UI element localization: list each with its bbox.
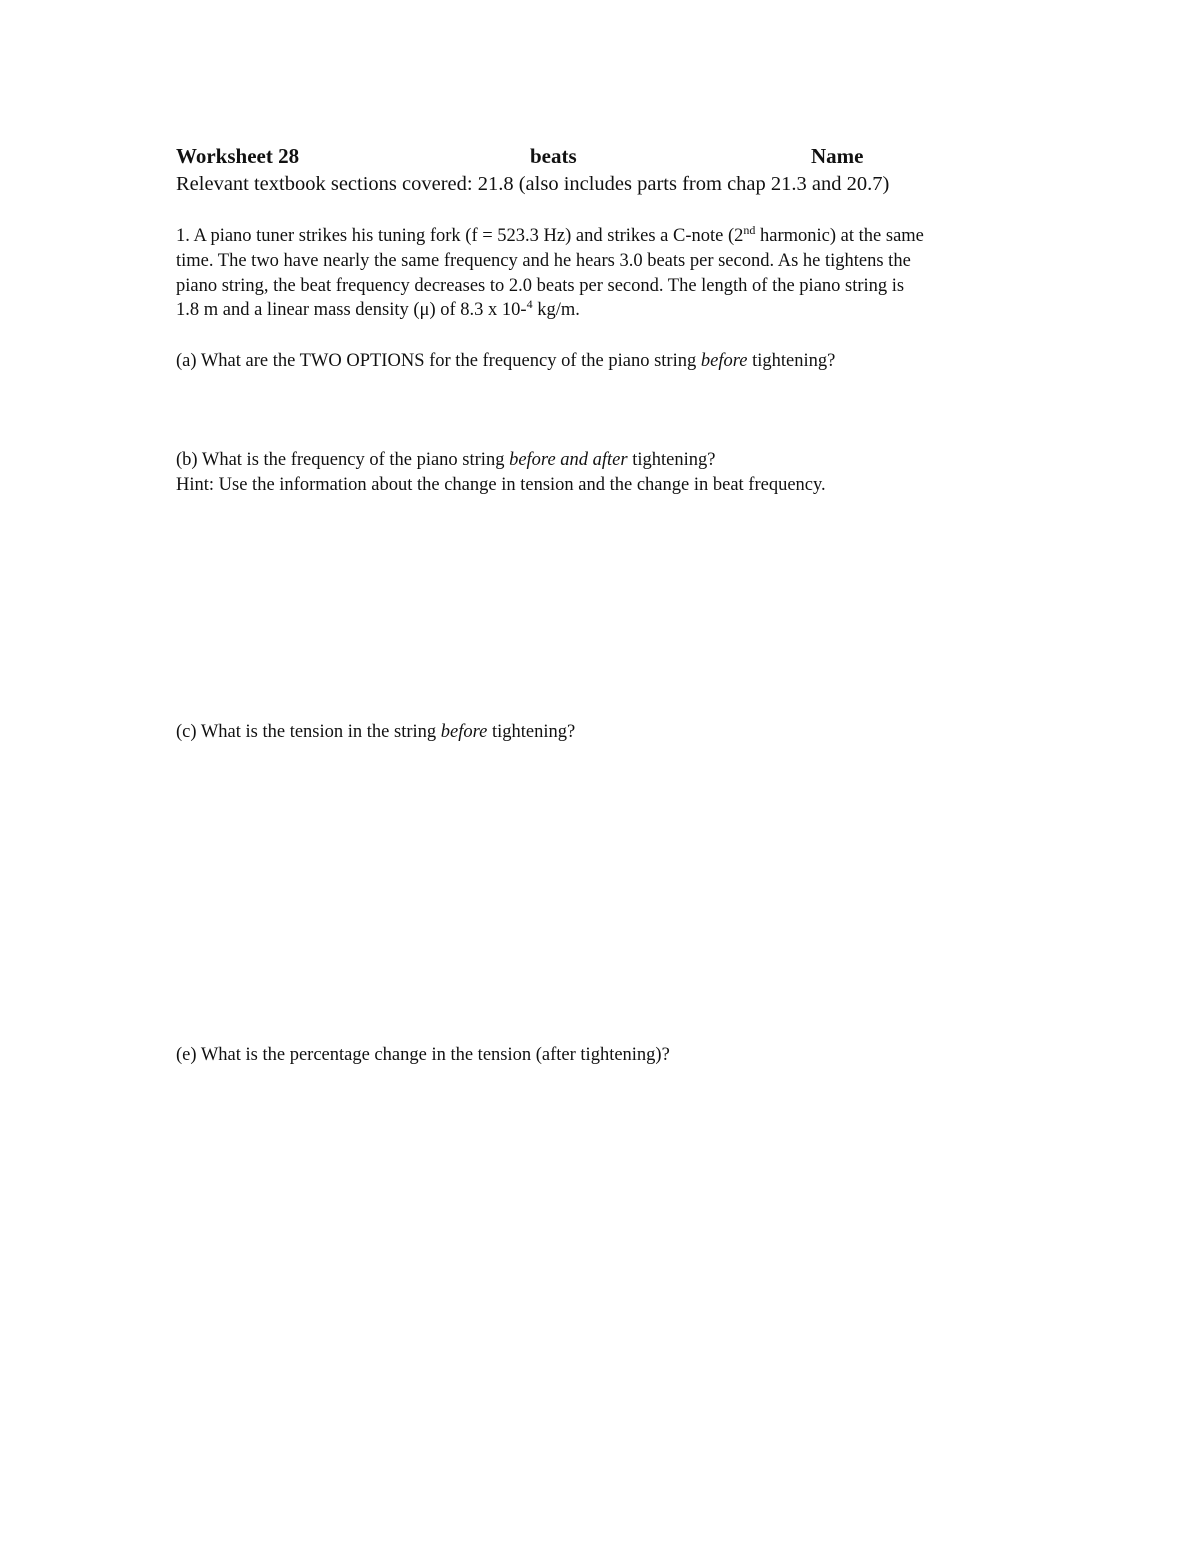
question-b-suffix: tightening? <box>627 450 716 470</box>
question-b <box>176 448 715 473</box>
worksheet-title: Worksheet 28 <box>176 144 300 168</box>
question-a-suffix: tightening? <box>747 351 836 371</box>
question-c-emphasis: before <box>440 722 488 742</box>
problem-line-4-text-a: 1.8 m and a linear mass density (μ) of 8.3 x 10- <box>176 300 527 321</box>
question-a-emphasis: before <box>700 351 748 371</box>
problem-line-1-text-b: harmonic) at the same <box>755 226 924 246</box>
relevant-sections: Relevant textbook sections covered: 21.8 (also includes parts from chap 21.3 and 20.7) <box>176 173 890 195</box>
ordinal-superscript: nd <box>743 222 756 237</box>
question-e: (e) What is the percentage change in the tension (after tightening)? <box>176 1045 670 1065</box>
problem-line-1 <box>176 224 1066 249</box>
question-a-prefix: (a) What are the TWO OPTIONS for the frequency of the piano string <box>176 351 701 371</box>
problem-line-3: piano string, the beat frequency decreases to 2.0 beats per second. The length of the piano string is <box>176 275 905 296</box>
question-b-prefix: (b) What is the frequency of the piano string <box>176 450 510 470</box>
question-b-hint: Hint: Use the information about the change in tension and the change in beat frequency. <box>176 475 826 495</box>
problem-statement <box>176 224 1066 323</box>
question-c-suffix: tightening? <box>487 722 576 742</box>
question-a <box>176 349 835 374</box>
question-b-emphasis: before and after <box>509 450 628 470</box>
question-c-prefix: (c) What is the tension in the string <box>176 722 441 742</box>
problem-line-4 <box>176 298 1066 323</box>
problem-line-2: time. The two have nearly the same frequency and he hears 3.0 beats per second. As he tightens the <box>176 250 911 271</box>
problem-line-1-text-a: 1. A piano tuner strikes his tuning fork (f = 523.3 Hz) and strikes a C-note (2 <box>176 226 744 246</box>
worksheet-topic: beats <box>530 144 577 168</box>
exponent-superscript: 4 <box>526 297 533 312</box>
name-label: Name <box>811 144 864 168</box>
problem-line-4-text-b: kg/m. <box>532 300 580 321</box>
question-c <box>176 720 575 745</box>
